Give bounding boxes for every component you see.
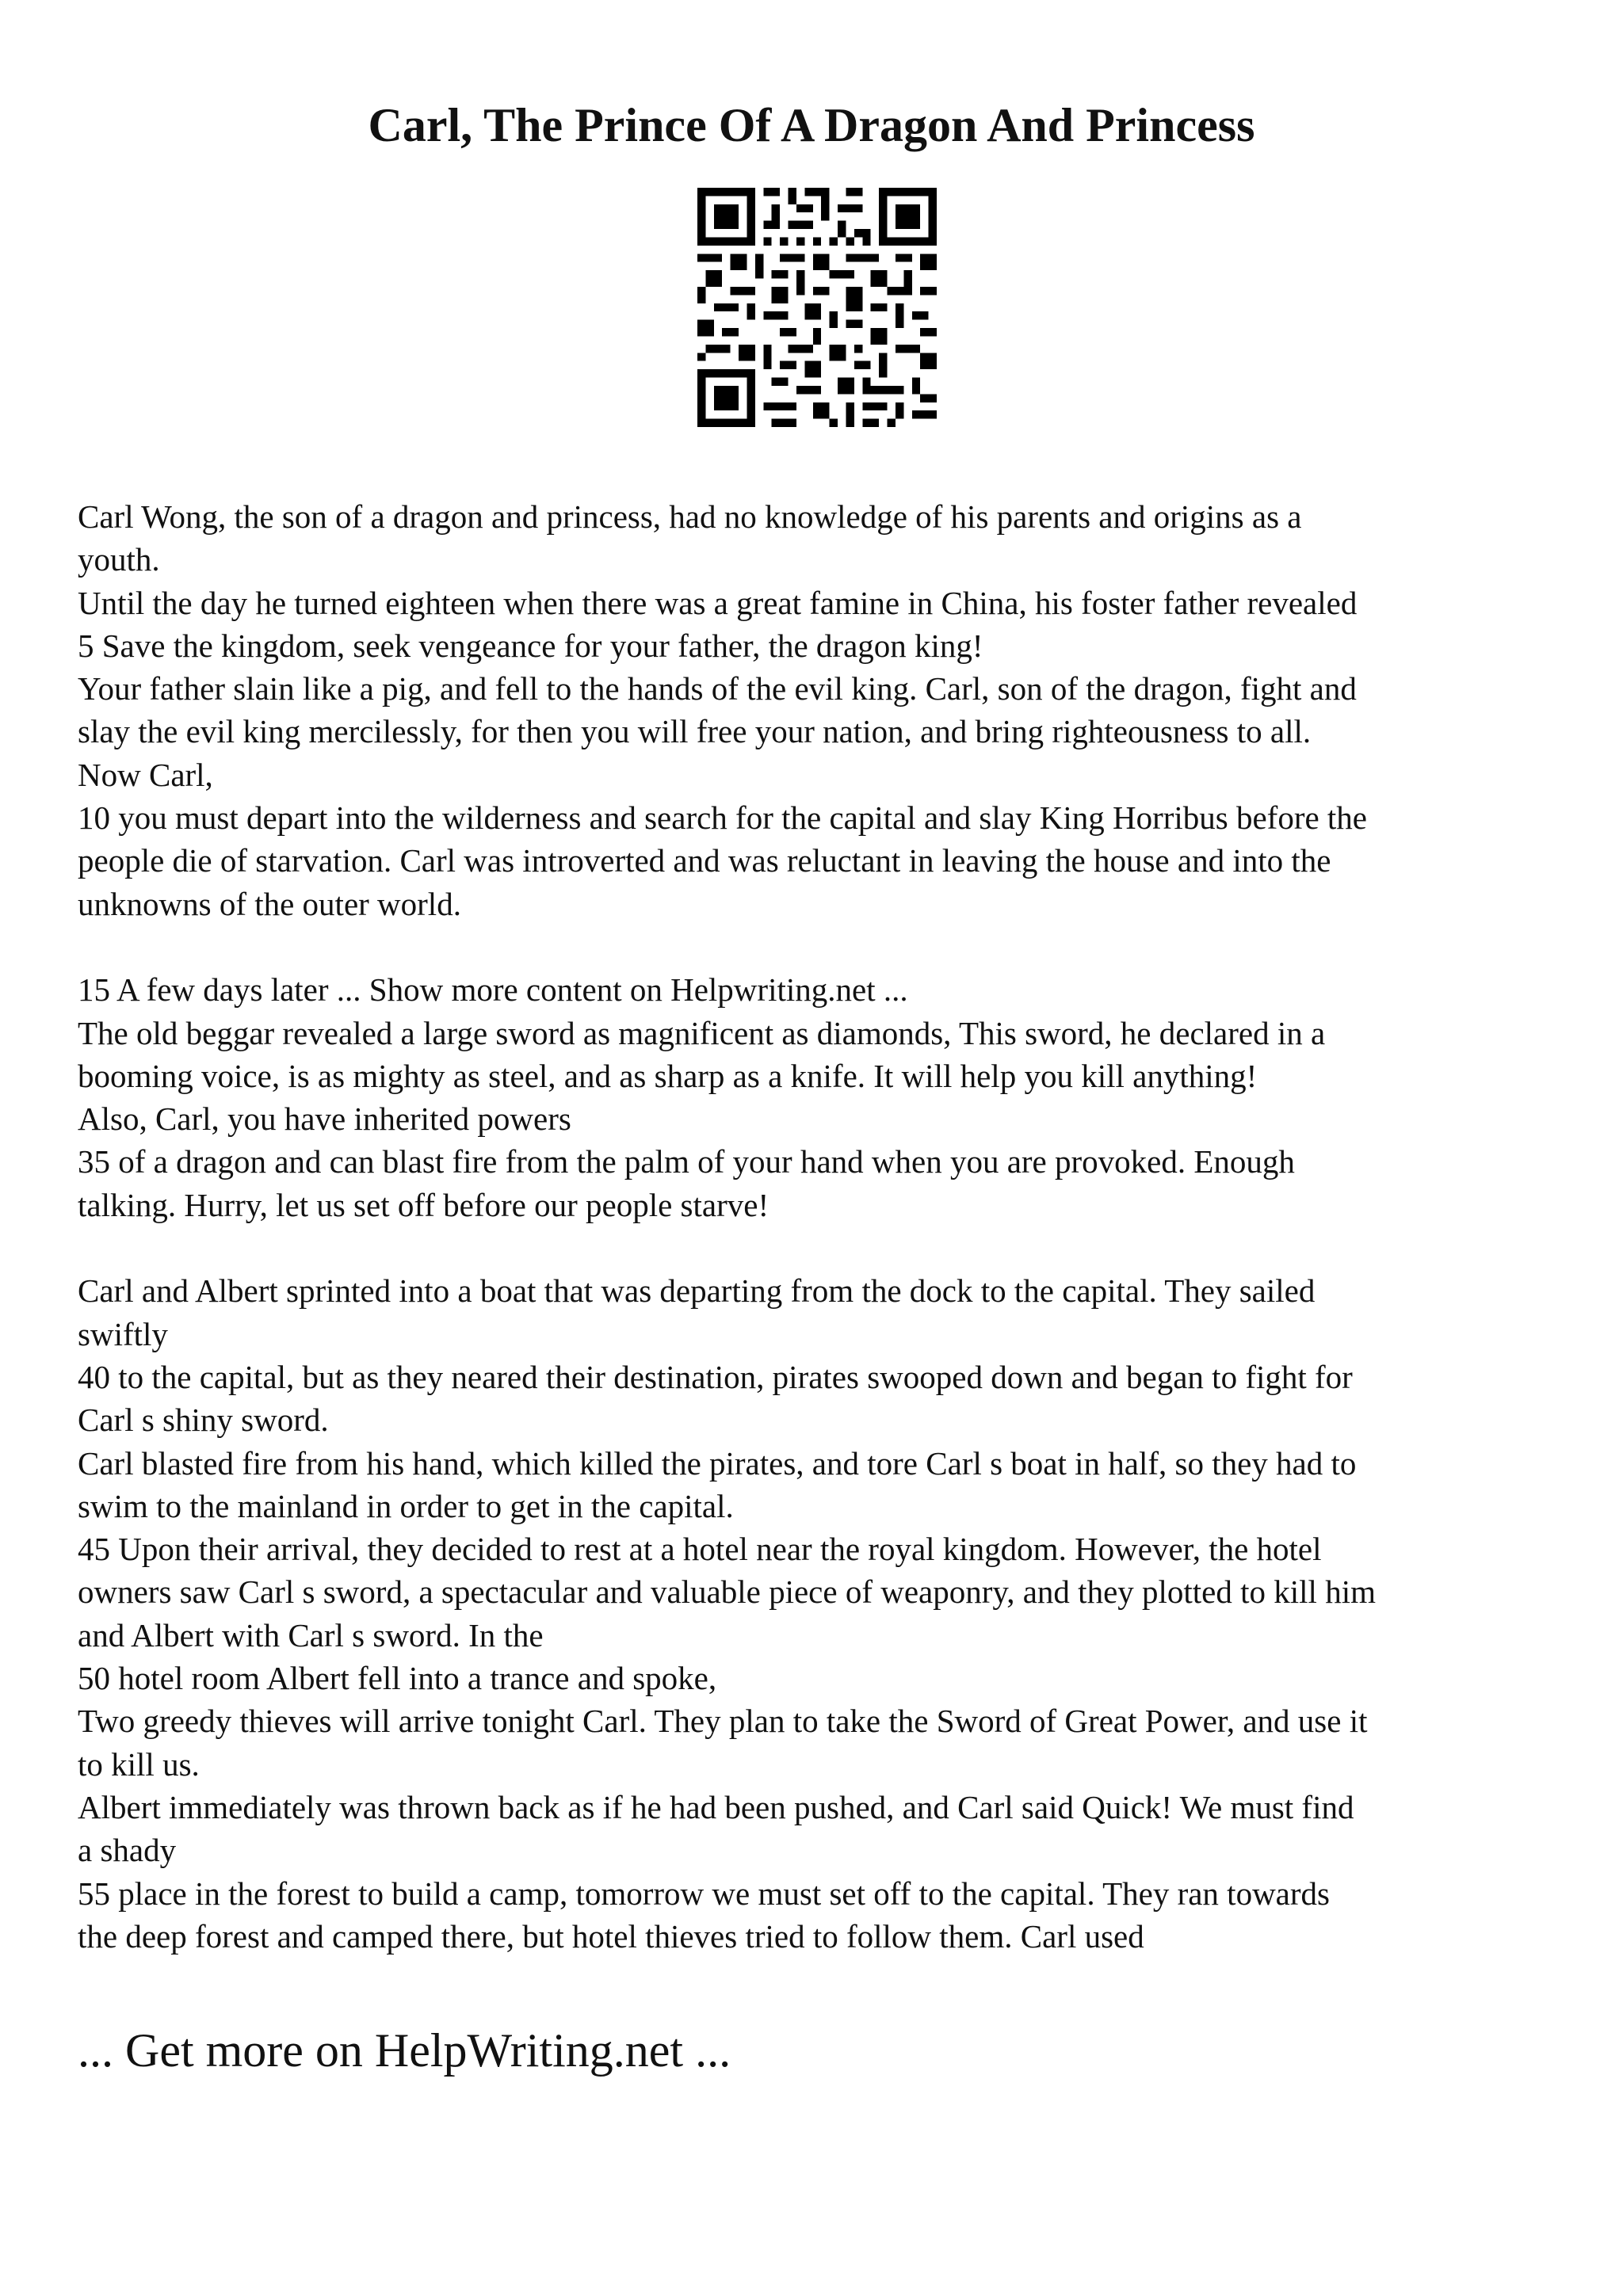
body-line: Now Carl,	[78, 756, 213, 793]
body-line: Carl and Albert sprinted into a boat that was departing from the dock to the capital. They sailed	[78, 1272, 1316, 1310]
body-line: 40 to the capital, but as they neared their destination, pirates swooped down and began to fight for	[78, 1358, 1353, 1395]
get-more-link[interactable]: ... Get more on HelpWriting.net ...	[78, 2024, 731, 2077]
body-line: swim to the mainland in order to get in the capital.	[78, 1487, 734, 1524]
body-line: youth.	[78, 541, 160, 578]
body-line: slay the evil king mercilessly, for then you will free your nation, and bring righteousness to all.	[78, 713, 1312, 750]
body-line: a shady	[78, 1832, 177, 1869]
body-line: and Albert with Carl s sword. In the	[78, 1616, 544, 1653]
body-line: people die of starvation. Carl was introverted and was reluctant in leaving the house and into the	[78, 842, 1331, 879]
body-line: 55 place in the forest to build a camp, tomorrow we must set off to the capital. They ran towards	[78, 1875, 1330, 1912]
body-line: 5 Save the kingdom, seek vengeance for your father, the dragon king!	[78, 627, 983, 664]
body-line: talking. Hurry, let us set off before our people starve!	[78, 1186, 769, 1223]
body-line: Albert immediately was thrown back as if he had been pushed, and Carl said Quick! We must find	[78, 1788, 1354, 1825]
body-line: 15 A few days later ... Show more content on Helpwriting.net ...	[78, 971, 908, 1009]
body-line: Carl Wong, the son of a dragon and princess, had no knowledge of his parents and origins as a	[78, 498, 1302, 535]
body-line: owners saw Carl s sword, a spectacular and valuable piece of weaponry, and they plotted to kill him	[78, 1573, 1376, 1611]
document-body	[78, 495, 1568, 1958]
body-line: 45 Upon their arrival, they decided to rest at a hotel near the royal kingdom. However, the hotel	[78, 1531, 1322, 1568]
body-line: the deep forest and camped there, but hotel thieves tried to follow them. Carl used	[78, 1917, 1144, 1955]
body-line: 35 of a dragon and can blast fire from the palm of your hand when you are provoked. Enough	[78, 1143, 1295, 1180]
body-line: booming voice, is as mighty as steel, and as sharp as a knife. It will help you kill anything!	[78, 1057, 1258, 1094]
body-line: Carl s shiny sword.	[78, 1402, 329, 1439]
body-line: swiftly	[78, 1315, 168, 1352]
body-line: Your father slain like a pig, and fell to the hands of the evil king. Carl, son of the dragon, fight and	[78, 670, 1357, 707]
body-line: Also, Carl, you have inherited powers	[78, 1100, 571, 1138]
body-line: to kill us.	[78, 1745, 200, 1783]
body-line: Carl blasted fire from his hand, which killed the pirates, and tore Carl s boat in half, so they had to	[78, 1444, 1357, 1482]
body-line: 10 you must depart into the wilderness and search for the capital and slay King Horribus before the	[78, 799, 1368, 837]
body-line: Two greedy thieves will arrive tonight Carl. They plan to take the Sword of Great Power, and use it	[78, 1703, 1368, 1740]
body-line: Until the day he turned eighteen when there was a great famine in China, his foster father revealed	[78, 584, 1358, 621]
document-title: Carl, The Prince Of A Dragon And Princess	[368, 99, 1255, 151]
paragraph-gap	[78, 925, 1568, 968]
body-line: 50 hotel room Albert fell into a trance and spoke,	[78, 1660, 717, 1697]
paragraph-gap	[78, 1226, 1568, 1269]
body-line: The old beggar revealed a large sword as magnificent as diamonds, This sword, he declared in a	[78, 1014, 1326, 1051]
qr-code-icon	[697, 188, 937, 427]
body-line: unknowns of the outer world.	[78, 885, 461, 922]
